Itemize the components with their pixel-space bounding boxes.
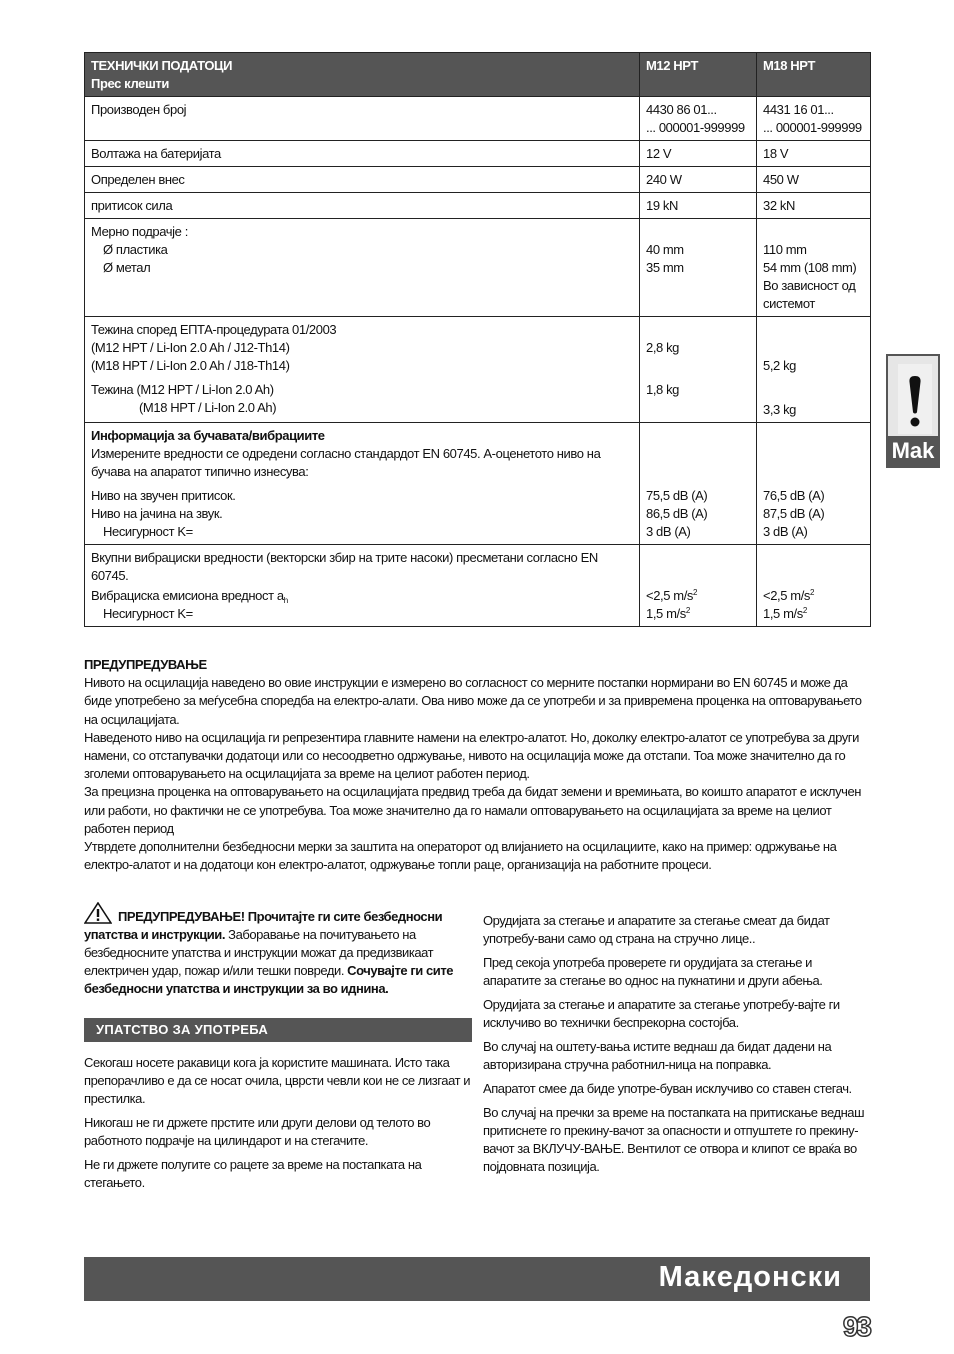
- cell-value: 54 mm (108 mm): [763, 260, 857, 275]
- cell-value: 1,5 $m/s^2$: [646, 606, 690, 621]
- cell-value: 35 mm: [646, 260, 684, 275]
- table-header-row: [85, 53, 871, 97]
- cell-value: 4430 86 01...: [646, 102, 717, 117]
- paragraph: Никогаш не ги држете прстите или други делови од телото во работното подрачје на цилиндарот и на стегачите.: [84, 1115, 431, 1148]
- cell-value: 40 mm: [646, 242, 684, 257]
- row-label: притисок сила: [85, 193, 640, 219]
- row-label: Тежина според ЕПТА-процедурата 01/2003: [91, 322, 337, 337]
- cell-value: 87,5 dB (A): [763, 506, 825, 521]
- row-sublabel: Ø пластика: [103, 242, 168, 257]
- tech-data-table: [84, 52, 871, 627]
- left-column: [84, 902, 472, 1198]
- warning-paragraph: Наведеното ниво на осцилација ги репрезентира главните намени на електро-алатот. Но, доколку електро-алатот се употребува за други намени, со отстапувачки додатоци или со несоодветно одржување, нивото на осцилација може да отстапи. Тоа може значително да го зголеми оптоварувањето на осцилацијата за време на целиот работен период.: [84, 729, 859, 782]
- section-title-usage: УПАТСТВО ЗА УПОТРЕБА: [84, 1018, 472, 1042]
- page-number: 93: [842, 1311, 870, 1342]
- table-row: [85, 97, 871, 141]
- paragraph: Апаратот смее да биде употре-буван исклучиво со ставен стегач.: [483, 1081, 852, 1096]
- row-sublabel: (M18 HPT / Li-Ion 2.0 Ah / J18-Th14): [91, 358, 290, 373]
- row-label: Вибрациска емисиона вредност $a_h$: [91, 588, 288, 605]
- table-row: [85, 317, 871, 423]
- cell-value: 1,8 kg: [646, 382, 680, 397]
- side-tab-label: Mak: [891, 438, 935, 463]
- col-header-m18: M18 HPT: [757, 53, 871, 97]
- warning-paragraph: Нивото на осцилација наведено во овие инструкции е измерено во согласност со мерните постапки нормирани во EN 60745 и може да биде употребено за меѓусебна споредба на електро-алати. Ова ниво може да се употреби и за привремена проценка на оптоварувањето на осцилацијата.: [84, 675, 862, 727]
- table-row: [85, 193, 871, 219]
- cell-value: 76,5 dB (A): [763, 488, 825, 503]
- cell-value: 18 V: [757, 141, 871, 167]
- noise-title: Информација за бучавата/вибрациите: [91, 428, 325, 443]
- row-label: Производен број: [85, 97, 640, 141]
- paragraph: Во случај на пречки за време на постапката на притискање веднаш притиснете го прекину-вачот за опасности и отпуштете го прекину-вачот за ВКЛУЧУ-ВАЊЕ. Вентилот се отвора и клипот се враќа во појдовната позиција.: [483, 1105, 865, 1174]
- footer-language: Македонски: [658, 1261, 842, 1293]
- safety-warning: [84, 902, 472, 998]
- paragraph: Орудијата за стегање и апаратите за стегање употребу-вајте ги исклучиво во технички беспрекорна состојба.: [483, 997, 840, 1030]
- paragraph: Не ги држете полугите со рацете за време на постапката на стегањето.: [84, 1157, 422, 1190]
- cell-value: 1,5 $m/s^2$: [763, 606, 807, 621]
- table-subtitle: Прес клешти: [91, 76, 169, 91]
- row-sublabel: (M18 HPT / Li-Ion 2.0 Ah): [139, 400, 277, 415]
- cell-value: 110 mm: [763, 242, 807, 257]
- row-sublabel: Несигурност K=: [103, 606, 193, 621]
- cell-value: 450 W: [757, 167, 871, 193]
- warning-bold-text: ПРЕДУПРЕДУВАЊЕ! Прочитајте ги сите безбедносни упатства и инструкции.: [84, 909, 443, 942]
- table-row: [85, 545, 871, 627]
- table-row: [85, 423, 871, 545]
- row-sublabel: Несигурност K=: [103, 524, 193, 539]
- row-label: Определен внес: [85, 167, 640, 193]
- row-label: Волтажа на батеријата: [85, 141, 640, 167]
- language-footer-bar: [84, 1257, 870, 1301]
- noise-description: Измерените вредности се одредени согласно стандардот EN 60745. А-оценетото ниво на бучава на апаратот типично изнесува:: [91, 446, 601, 479]
- cell-value: 32 kN: [757, 193, 871, 219]
- warning-text: Заборавање на почитувањето на безбедносните упатства и инструкции можат да предизвикаат електричен удар, пожар и/или тешки повреди.: [84, 927, 434, 978]
- row-label: Тежина (M12 HPT / Li-Ion 2.0 Ah): [91, 382, 274, 397]
- cell-value: 3,3 kg: [763, 402, 797, 417]
- warning-title: ПРЕДУПРЕДУВАЊЕ: [84, 657, 207, 672]
- table-row: [85, 167, 871, 193]
- paragraph: Орудијата за стегање и апаратите за стегање смеат да бидат употребу-вани само од страна на стручно лице..: [483, 913, 830, 946]
- row-label: Ниво на звучен притисок.: [91, 488, 236, 503]
- row-sublabel: (M12 HPT / Li-Ion 2.0 Ah / J12-Th14): [91, 340, 290, 355]
- cell-value: 3 dB (A): [646, 524, 691, 539]
- warning-triangle-icon: [84, 902, 112, 924]
- exclamation-icon: [888, 356, 938, 436]
- paragraph: Во случај на оштету-вања истите веднаш да бидат дадени на авторизирана стручна работнил-ница на поправка.: [483, 1039, 832, 1072]
- col-header-m12: M12 HPT: [640, 53, 757, 97]
- vibration-description: Вкупни вибрациски вредности (векторски збир на трите насоки) пресметани согласно EN 60745.: [91, 550, 598, 583]
- paragraph: Пред секоја употреба проверете ги орудијата за стегање и апаратите за стегање во однос на пукнатини и други абења.: [483, 955, 823, 988]
- cell-value: 86,5 dB (A): [646, 506, 708, 521]
- row-label: Мерно подрачје :: [91, 224, 188, 239]
- cell-value: 19 kN: [640, 193, 757, 219]
- paragraph: Секогаш носете ракавици кога ја користите машината. Исто така препорачливо е да се носат очила, цврсти чевли кои не се лизгаат и престилка.: [84, 1055, 471, 1106]
- cell-value: ... 000001-999999: [646, 120, 745, 135]
- cell-value: 240 W: [640, 167, 757, 193]
- cell-value: 4431 16 01...: [763, 102, 834, 117]
- cell-value: <2,5 $m/s^2$: [763, 588, 815, 603]
- cell-value: 2,8 kg: [646, 340, 680, 355]
- language-side-tab: [886, 354, 940, 468]
- cell-value: 3 dB (A): [763, 524, 808, 539]
- table-row: [85, 219, 871, 317]
- cell-note: Во зависност од системот: [763, 278, 856, 311]
- cell-value: <2,5 $m/s^2$: [646, 588, 698, 603]
- vibration-warning: [84, 656, 874, 874]
- cell-value: 5,2 kg: [763, 358, 797, 373]
- warning-paragraph: За прецизна проценка на оптоварувањето на осцилацијата предвид треба да бидат земени и времињата, во коишто апаратот е исклучен или работи, но фактички не се употребува. Тоа може значително да го намали оптоварувањето на осцилацијата за време на целиот работен период: [84, 784, 861, 836]
- cell-value: ... 000001-999999: [763, 120, 862, 135]
- row-label: Ниво на јачина на звук.: [91, 506, 223, 521]
- right-column: [483, 912, 871, 1182]
- table-title: ТЕХНИЧКИ ПОДАТОЦИ: [91, 58, 233, 73]
- cell-value: 75,5 dB (A): [646, 488, 708, 503]
- row-sublabel: Ø метал: [103, 260, 151, 275]
- warning-paragraph: Утврдете дополнителни безбедносни мерки за заштита на операторот од влијанието на осцилациите, како на пример: одржување на електро-алатот и на додатоци кон електро-алатот, одржување топли раце, организација на работните процеси.: [84, 839, 837, 873]
- table-row: [85, 141, 871, 167]
- cell-value: 12 V: [640, 141, 757, 167]
- warning-bold-text: Сочувајте ги сите безбедносни упатства и инструкции за во иднина.: [84, 963, 454, 996]
